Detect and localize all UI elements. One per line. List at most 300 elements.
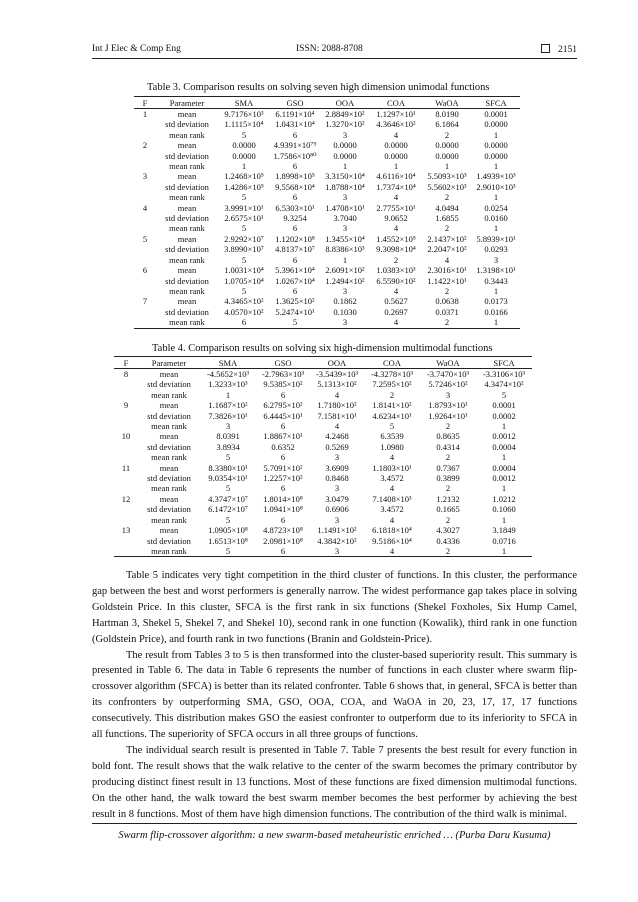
table-cell: 1 <box>342 254 348 265</box>
table-cell: std deviation <box>165 119 209 130</box>
table-cell: 2 <box>444 192 450 203</box>
table-cell: 3 <box>342 223 348 234</box>
table-cell: 6.4445×10¹ <box>263 410 303 421</box>
table-cell: 3 <box>334 452 340 463</box>
table-row <box>134 171 520 181</box>
table-cell: -3.7470×10³ <box>426 369 470 379</box>
table-cell: 4 <box>389 483 395 494</box>
table-cell: 4.3027 <box>436 525 460 536</box>
running-footer: Swarm flip-crossover algorithm: a new swarm-based metaheuristic enriched … (Purba Daru Kusuma) <box>92 823 577 841</box>
table-cell: 0.0000 <box>484 140 508 151</box>
table-cell: 8.0391 <box>216 431 240 442</box>
table-cell: mean rank <box>169 129 205 140</box>
table-cell: 13 <box>121 525 131 536</box>
table-row <box>114 442 532 452</box>
table-cell <box>114 452 138 462</box>
table-cell: 1.3198×10¹ <box>476 265 516 276</box>
table-row <box>114 515 532 525</box>
table-cell: 4.3646×10² <box>376 119 416 130</box>
table-cell: 3 <box>493 254 499 265</box>
table-row <box>134 182 520 192</box>
table-cell: 6.1864 <box>435 119 459 130</box>
table-cell: 3 <box>342 192 348 203</box>
table-cell: 10 <box>121 431 131 442</box>
table-cell: 2 <box>142 140 148 151</box>
table-cell: 5.2474×10¹ <box>275 306 315 317</box>
table-cell: 0.0638 <box>435 296 459 307</box>
table-cell <box>134 244 156 254</box>
table-row <box>114 411 532 421</box>
table4-header-row <box>114 357 532 369</box>
table-row <box>134 203 520 213</box>
table3-header-row <box>134 97 520 109</box>
table-cell: 6.1818×10⁴ <box>372 525 412 536</box>
table-cell: 6 <box>280 389 286 400</box>
running-header <box>92 36 577 59</box>
table-cell: 1.9264×10¹ <box>428 410 468 421</box>
table-cell: 0.3443 <box>484 275 508 286</box>
table-cell: 5.7091×10² <box>263 462 303 473</box>
table-cell: 2.7755×10¹ <box>376 202 416 213</box>
table-cell: 6.5303×10¹ <box>275 202 315 213</box>
table-cell: 7.2595×10² <box>372 379 412 390</box>
table-cell: 3 <box>225 421 231 432</box>
table-cell: -2.7963×10³ <box>261 369 305 379</box>
table-cell: 8 <box>123 369 129 379</box>
table-cell: 6 <box>292 192 298 203</box>
table-row <box>114 400 532 410</box>
table-cell: 4.6116×10⁴ <box>376 171 416 182</box>
table-cell: 1.0031×10⁴ <box>224 265 264 276</box>
table-cell: 1 <box>501 421 507 432</box>
table-cell: std deviation <box>147 379 191 390</box>
table-cell: 1.7374×10⁴ <box>376 181 416 192</box>
table-cell <box>134 213 156 223</box>
column-header: COA <box>364 357 420 369</box>
table-cell: 3 <box>342 129 348 140</box>
table-cell: 7.1581×10¹ <box>317 410 357 421</box>
table-cell: 6 <box>256 546 310 557</box>
table-cell: 1 <box>472 317 520 328</box>
table-cell: 1 <box>493 223 499 234</box>
table-cell: std deviation <box>147 535 191 546</box>
table-cell: 7 <box>142 296 148 307</box>
table-cell: 4.3842×10² <box>317 535 357 546</box>
table-row <box>114 452 532 462</box>
journal-name: Int J Elec & Comp Eng <box>92 44 181 54</box>
table-cell: 1 <box>493 192 499 203</box>
table-row <box>134 213 520 223</box>
table-cell: 2.2047×10² <box>427 244 467 255</box>
column-header: F <box>134 97 156 109</box>
table-cell <box>134 161 156 171</box>
table-row <box>114 421 532 431</box>
table-cell: 1.7180×10² <box>317 400 357 411</box>
table-cell: 3 <box>342 285 348 296</box>
table-cell: 0.5269 <box>325 441 349 452</box>
table-cell: 6 <box>292 254 298 265</box>
table-cell <box>114 473 138 483</box>
table-cell: 4 <box>393 129 399 140</box>
table-row <box>134 265 520 275</box>
table-cell: 2 <box>422 317 472 328</box>
table-cell: std deviation <box>147 410 191 421</box>
table-row <box>134 307 520 317</box>
table-cell: mean rank <box>151 483 187 494</box>
table-cell: 6 <box>292 129 298 140</box>
table-cell: 6.2795×10² <box>263 400 303 411</box>
table-cell: std deviation <box>165 181 209 192</box>
table-cell: 2.8849×10² <box>325 109 365 119</box>
table-cell: 1.1202×10⁸ <box>275 233 315 244</box>
table-cell <box>114 390 138 400</box>
table-cell: 0.6352 <box>271 441 295 452</box>
column-header: OOA <box>320 97 370 109</box>
table-cell: 2.0981×10⁸ <box>263 535 303 546</box>
table-row <box>134 161 520 171</box>
table-cell: 4.9391×10⁷⁹ <box>273 140 317 151</box>
table-cell <box>134 317 156 328</box>
table-cell: -4.5652×10³ <box>206 369 250 379</box>
table-row <box>114 546 532 557</box>
table-cell: 1.8141×10² <box>372 400 412 411</box>
column-header: Parameter <box>156 97 218 109</box>
table-cell: mean <box>159 431 179 442</box>
paragraph: The individual search result is presented in Table 7. Table 7 presents the best result for every function in bold font. The result shows that the walk relative to the center of the swarm becomes the primary contributor by producing distinct finest result in 13 functions. Most of these functions are fixed dimension multimodal functions. On the other hand, the walk toward the best swarm member becomes the best performer by achieving the best result in 8 functions. Most of them have high dimension functions. The contribution of the third walk is minimal. <box>92 744 577 820</box>
table-row <box>134 317 520 328</box>
table-cell: 6.3539 <box>380 431 404 442</box>
table-cell: mean <box>177 109 197 119</box>
table-cell: 3 <box>334 514 340 525</box>
column-header: OOA <box>310 357 364 369</box>
paragraph: Table 5 indicates very tight competition in the third cluster of functions. In this cluster, the performance gap between the best and worst performers is generally narrow. The widest performance gap takes place in solving Goldstein Price. In this cluster, SFCA is the first rank in six functions (Shekel Foxholes, Six Hump Camel, Hartman 3, Shekel 5, Shekel 7, and Shekel 10), second rank in one function (Kowalik), third rank in one function (Goldstein Price), and fourth rank in two functions (Branin and Goldstein-Price). <box>92 570 577 645</box>
table-cell: 5.8939×10¹ <box>476 233 516 244</box>
table-cell: 3.8934 <box>216 441 240 452</box>
table-cell: mean <box>177 202 197 213</box>
table-cell: 1 <box>501 452 507 463</box>
table-cell: 5.3961×10⁴ <box>275 265 315 276</box>
table-cell: 2 <box>444 223 450 234</box>
table-cell: 0.0004 <box>492 462 516 473</box>
paragraph: The result from Tables 3 to 5 is then transformed into the cluster-based superiority result. This summary is presented in Table 6. The data in Table 6 represents the number of functions in each cluster where swarm flip-crossover algorithm (SFCA) is better than its related confronter. Table 6 shows that, in general, SFCA is better than its confronters by outperforming SMA, GSO, OOA, COA, and WaOA in 20, 23, 17, 17, 17 functions consecutively. This distribution makes GSO the easiest confronter to outperform due to its inferiority to SFCA in all functions. The superiority of SFCA occurs in all three groups of functions. <box>92 649 577 741</box>
table-cell: 8.8386×10³ <box>325 244 365 255</box>
column-header: COA <box>370 97 422 109</box>
table-cell: mean <box>177 233 197 244</box>
table-cell: 3.4572 <box>380 504 404 515</box>
table-cell: mean <box>159 400 179 411</box>
table-cell: 2.6091×10² <box>325 265 365 276</box>
table-cell: 5 <box>501 389 507 400</box>
table-cell: 1.1803×10¹ <box>372 462 412 473</box>
table-cell: 4 <box>334 421 340 432</box>
table-row <box>114 504 532 514</box>
table-cell: 0.4336 <box>436 535 460 546</box>
table-cell <box>134 276 156 286</box>
table-cell: mean rank <box>138 546 200 557</box>
table-cell: std deviation <box>165 275 209 286</box>
table-row <box>114 369 532 380</box>
table-cell: 6.5590×10² <box>376 275 416 286</box>
table-cell: 5 <box>200 546 256 557</box>
table-row <box>114 379 532 389</box>
table-cell: 1.1491×10² <box>317 525 357 536</box>
table-cell: std deviation <box>147 504 191 515</box>
table-row <box>114 536 532 546</box>
table-cell <box>134 192 156 202</box>
table-cell: 1.7586×10⁸⁰ <box>273 150 317 161</box>
table-cell: 1.3625×10² <box>275 296 315 307</box>
table-cell: 1.8788×10⁴ <box>325 181 365 192</box>
table-cell: 2 <box>420 546 476 557</box>
table-cell <box>114 379 138 389</box>
table-cell: 5 <box>142 233 148 244</box>
table-cell: 0.0000 <box>484 119 508 130</box>
table-cell: 4 <box>393 285 399 296</box>
table-row <box>134 130 520 140</box>
table-cell: 5 <box>270 317 320 328</box>
column-header: SFCA <box>472 97 520 109</box>
table-cell: 0.0000 <box>384 140 408 151</box>
table-cell: 1.2257×10² <box>263 473 303 484</box>
table-cell <box>134 286 156 296</box>
table-cell: 6 <box>292 285 298 296</box>
table-cell: 5 <box>241 129 247 140</box>
table-cell: 2.9010×10³ <box>476 181 516 192</box>
table-cell: 1 <box>493 161 499 172</box>
table-cell: 0.1665 <box>436 504 460 515</box>
table-cell: 3.6909 <box>325 462 349 473</box>
table-cell: 0.0000 <box>435 150 459 161</box>
table-row <box>114 473 532 483</box>
table-cell: mean <box>159 462 179 473</box>
table-cell: 0.0716 <box>492 535 516 546</box>
table-cell: 1.8998×10⁵ <box>275 171 315 182</box>
table-cell: 0.0371 <box>435 306 459 317</box>
table-cell: 1 <box>501 483 507 494</box>
table-cell: 3.1849 <box>492 525 516 536</box>
table-cell: 6 <box>280 483 286 494</box>
table-row <box>134 276 520 286</box>
table-cell <box>114 504 138 514</box>
table-cell: mean rank <box>151 514 187 525</box>
table-cell: 0.0000 <box>232 140 256 151</box>
table-cell <box>134 255 156 265</box>
table-cell: 4 <box>370 317 422 328</box>
table-row <box>114 525 532 535</box>
table-cell <box>114 546 138 557</box>
table-cell: mean <box>177 265 197 276</box>
table-cell: 0.0254 <box>484 202 508 213</box>
column-header: WaOA <box>420 357 476 369</box>
table-cell: 6 <box>142 265 148 276</box>
table-cell: 1.8014×10⁸ <box>263 493 303 504</box>
table-cell: std deviation <box>147 473 191 484</box>
table-cell: mean rank <box>151 452 187 463</box>
table-cell: 0.0173 <box>484 296 508 307</box>
table-cell: 1 <box>493 285 499 296</box>
table-row <box>134 244 520 254</box>
table-cell: 1.6855 <box>435 213 459 224</box>
table-cell <box>114 515 138 525</box>
table-cell: 1.1115×10⁴ <box>224 119 264 130</box>
table-cell: 4.3465×10² <box>224 296 264 307</box>
table-cell: 1 <box>241 161 247 172</box>
table-cell <box>134 307 156 317</box>
table-cell: 2 <box>445 514 451 525</box>
column-header: WaOA <box>422 97 472 109</box>
table-cell: 0.0012 <box>492 431 516 442</box>
table-cell: 9.3254 <box>283 213 307 224</box>
table-row <box>114 483 532 493</box>
column-header: Parameter <box>138 357 200 369</box>
table-cell: 4.3474×10² <box>484 379 524 390</box>
table-cell: 6 <box>218 317 270 328</box>
table-cell: 4.2468 <box>325 431 349 442</box>
table-row <box>114 431 532 441</box>
table-cell: 1 <box>225 389 231 400</box>
table-cell: 1.3233×10³ <box>208 379 248 390</box>
table-cell: mean <box>159 493 179 504</box>
table-cell: mean <box>159 525 179 536</box>
table-cell: 2 <box>445 421 451 432</box>
table-cell: 4.3747×10⁷ <box>208 493 248 504</box>
table4 <box>114 356 532 557</box>
table-cell: 5.5602×10³ <box>427 181 467 192</box>
table-cell: 4 <box>334 389 340 400</box>
table-cell: 5 <box>241 223 247 234</box>
table-cell: 0.0000 <box>232 150 256 161</box>
table-cell: 0.2697 <box>384 306 408 317</box>
table-cell: std deviation <box>147 441 191 452</box>
table-row <box>134 109 520 120</box>
table-cell: 3 <box>334 483 340 494</box>
table-cell: 5 <box>241 192 247 203</box>
table-cell: 3.7040 <box>333 213 357 224</box>
table-cell: 3.4572 <box>380 473 404 484</box>
table-cell: 0.1862 <box>333 296 357 307</box>
table-cell: 2.1437×10² <box>427 233 467 244</box>
table-cell <box>134 223 156 233</box>
table-cell: mean rank <box>169 192 205 203</box>
table-cell: 2.3016×10¹ <box>427 265 467 276</box>
table-cell <box>114 411 138 421</box>
table-cell: 7.1408×10³ <box>372 493 412 504</box>
table-cell: std deviation <box>165 213 209 224</box>
table-row <box>134 286 520 296</box>
table-row <box>134 119 520 129</box>
table-cell: 1.0383×10³ <box>376 265 416 276</box>
table-cell: 6.1191×10⁴ <box>275 109 315 119</box>
table3-caption: Table 3. Comparison results on solving seven high dimension unimodal functions <box>147 82 490 93</box>
table-cell: 1 <box>476 546 532 557</box>
page-number-block <box>541 44 577 55</box>
table-cell: mean rank <box>151 421 187 432</box>
table-row <box>114 463 532 473</box>
table-cell: mean <box>159 369 179 379</box>
table-cell: 6 <box>292 223 298 234</box>
table-cell: 2 <box>444 129 450 140</box>
table-cell: 1.6513×10⁸ <box>208 535 248 546</box>
table-cell: 4 <box>389 514 395 525</box>
table-cell: 3 <box>445 389 451 400</box>
table-cell: 4 <box>389 452 395 463</box>
table-cell: 2 <box>445 483 451 494</box>
table-cell: 1 <box>493 129 499 140</box>
table-cell: mean <box>177 171 197 182</box>
table-cell: std deviation <box>165 306 209 317</box>
table-cell: 3.8990×10⁷ <box>224 244 264 255</box>
table-cell: 1.4552×10⁵ <box>376 233 416 244</box>
table-cell: -4.3278×10³ <box>370 369 414 379</box>
table-cell: 12 <box>121 493 131 504</box>
table-cell: mean rank <box>169 285 205 296</box>
table-cell: 0.4314 <box>436 441 460 452</box>
table-cell <box>114 442 138 452</box>
page-number: 2151 <box>558 45 577 55</box>
table-cell: mean rank <box>156 317 218 328</box>
table-cell: -3.5439×10³ <box>315 369 359 379</box>
table-cell: 1.0980 <box>380 441 404 452</box>
table-cell: 0.8468 <box>325 473 349 484</box>
table-cell: 1.0267×10⁴ <box>275 275 315 286</box>
table-cell: 4.0570×10² <box>224 306 264 317</box>
table-cell: 9.7176×10³ <box>224 109 264 119</box>
table-cell: mean rank <box>169 161 205 172</box>
table-cell: 2 <box>445 452 451 463</box>
table-row <box>134 140 520 150</box>
table-cell: 8.3380×10¹ <box>208 462 248 473</box>
table-cell: 5 <box>241 285 247 296</box>
table-cell: 0.0000 <box>484 150 508 161</box>
table-cell: 1.0705×10⁴ <box>224 275 264 286</box>
table-cell: 3.3150×10⁴ <box>325 171 365 182</box>
table-cell: 9.5186×10⁴ <box>372 535 412 546</box>
table-cell: 0.0000 <box>435 140 459 151</box>
table-cell: 6.1472×10⁷ <box>208 504 248 515</box>
table-cell: 5.5093×10³ <box>427 171 467 182</box>
table-cell: 4 <box>393 192 399 203</box>
table-cell: 1 <box>342 161 348 172</box>
table-cell: 2 <box>444 285 450 296</box>
table-cell <box>134 130 156 140</box>
table-cell: 3 <box>320 317 370 328</box>
table-cell: 1 <box>393 161 399 172</box>
table-cell: 0.0000 <box>384 150 408 161</box>
table-cell: 0.0166 <box>484 306 508 317</box>
table-cell: 9 <box>123 400 129 411</box>
table-cell: 4 <box>444 254 450 265</box>
table-cell: 2.6575×10¹ <box>224 213 264 224</box>
table-cell: 1.0212 <box>492 493 516 504</box>
table-cell: mean rank <box>169 223 205 234</box>
table-cell: 1.0905×10⁸ <box>208 525 248 536</box>
column-header: SMA <box>200 357 256 369</box>
table-cell: 0.7367 <box>436 462 460 473</box>
table-cell <box>134 182 156 192</box>
table-cell: std deviation <box>165 244 209 255</box>
body-text <box>92 568 577 823</box>
table-row <box>114 494 532 504</box>
table-cell: 1.2132 <box>436 493 460 504</box>
table-cell: 4.8723×10⁸ <box>263 525 303 536</box>
table-cell: 9.3098×10⁴ <box>376 244 416 255</box>
table-cell: 4 <box>364 546 420 557</box>
table-cell: 1.1297×10¹ <box>376 109 416 119</box>
table-cell: 11 <box>121 462 131 473</box>
table3 <box>134 96 520 329</box>
table-cell: 0.1030 <box>333 306 357 317</box>
table-cell: 1.3270×10² <box>325 119 365 130</box>
